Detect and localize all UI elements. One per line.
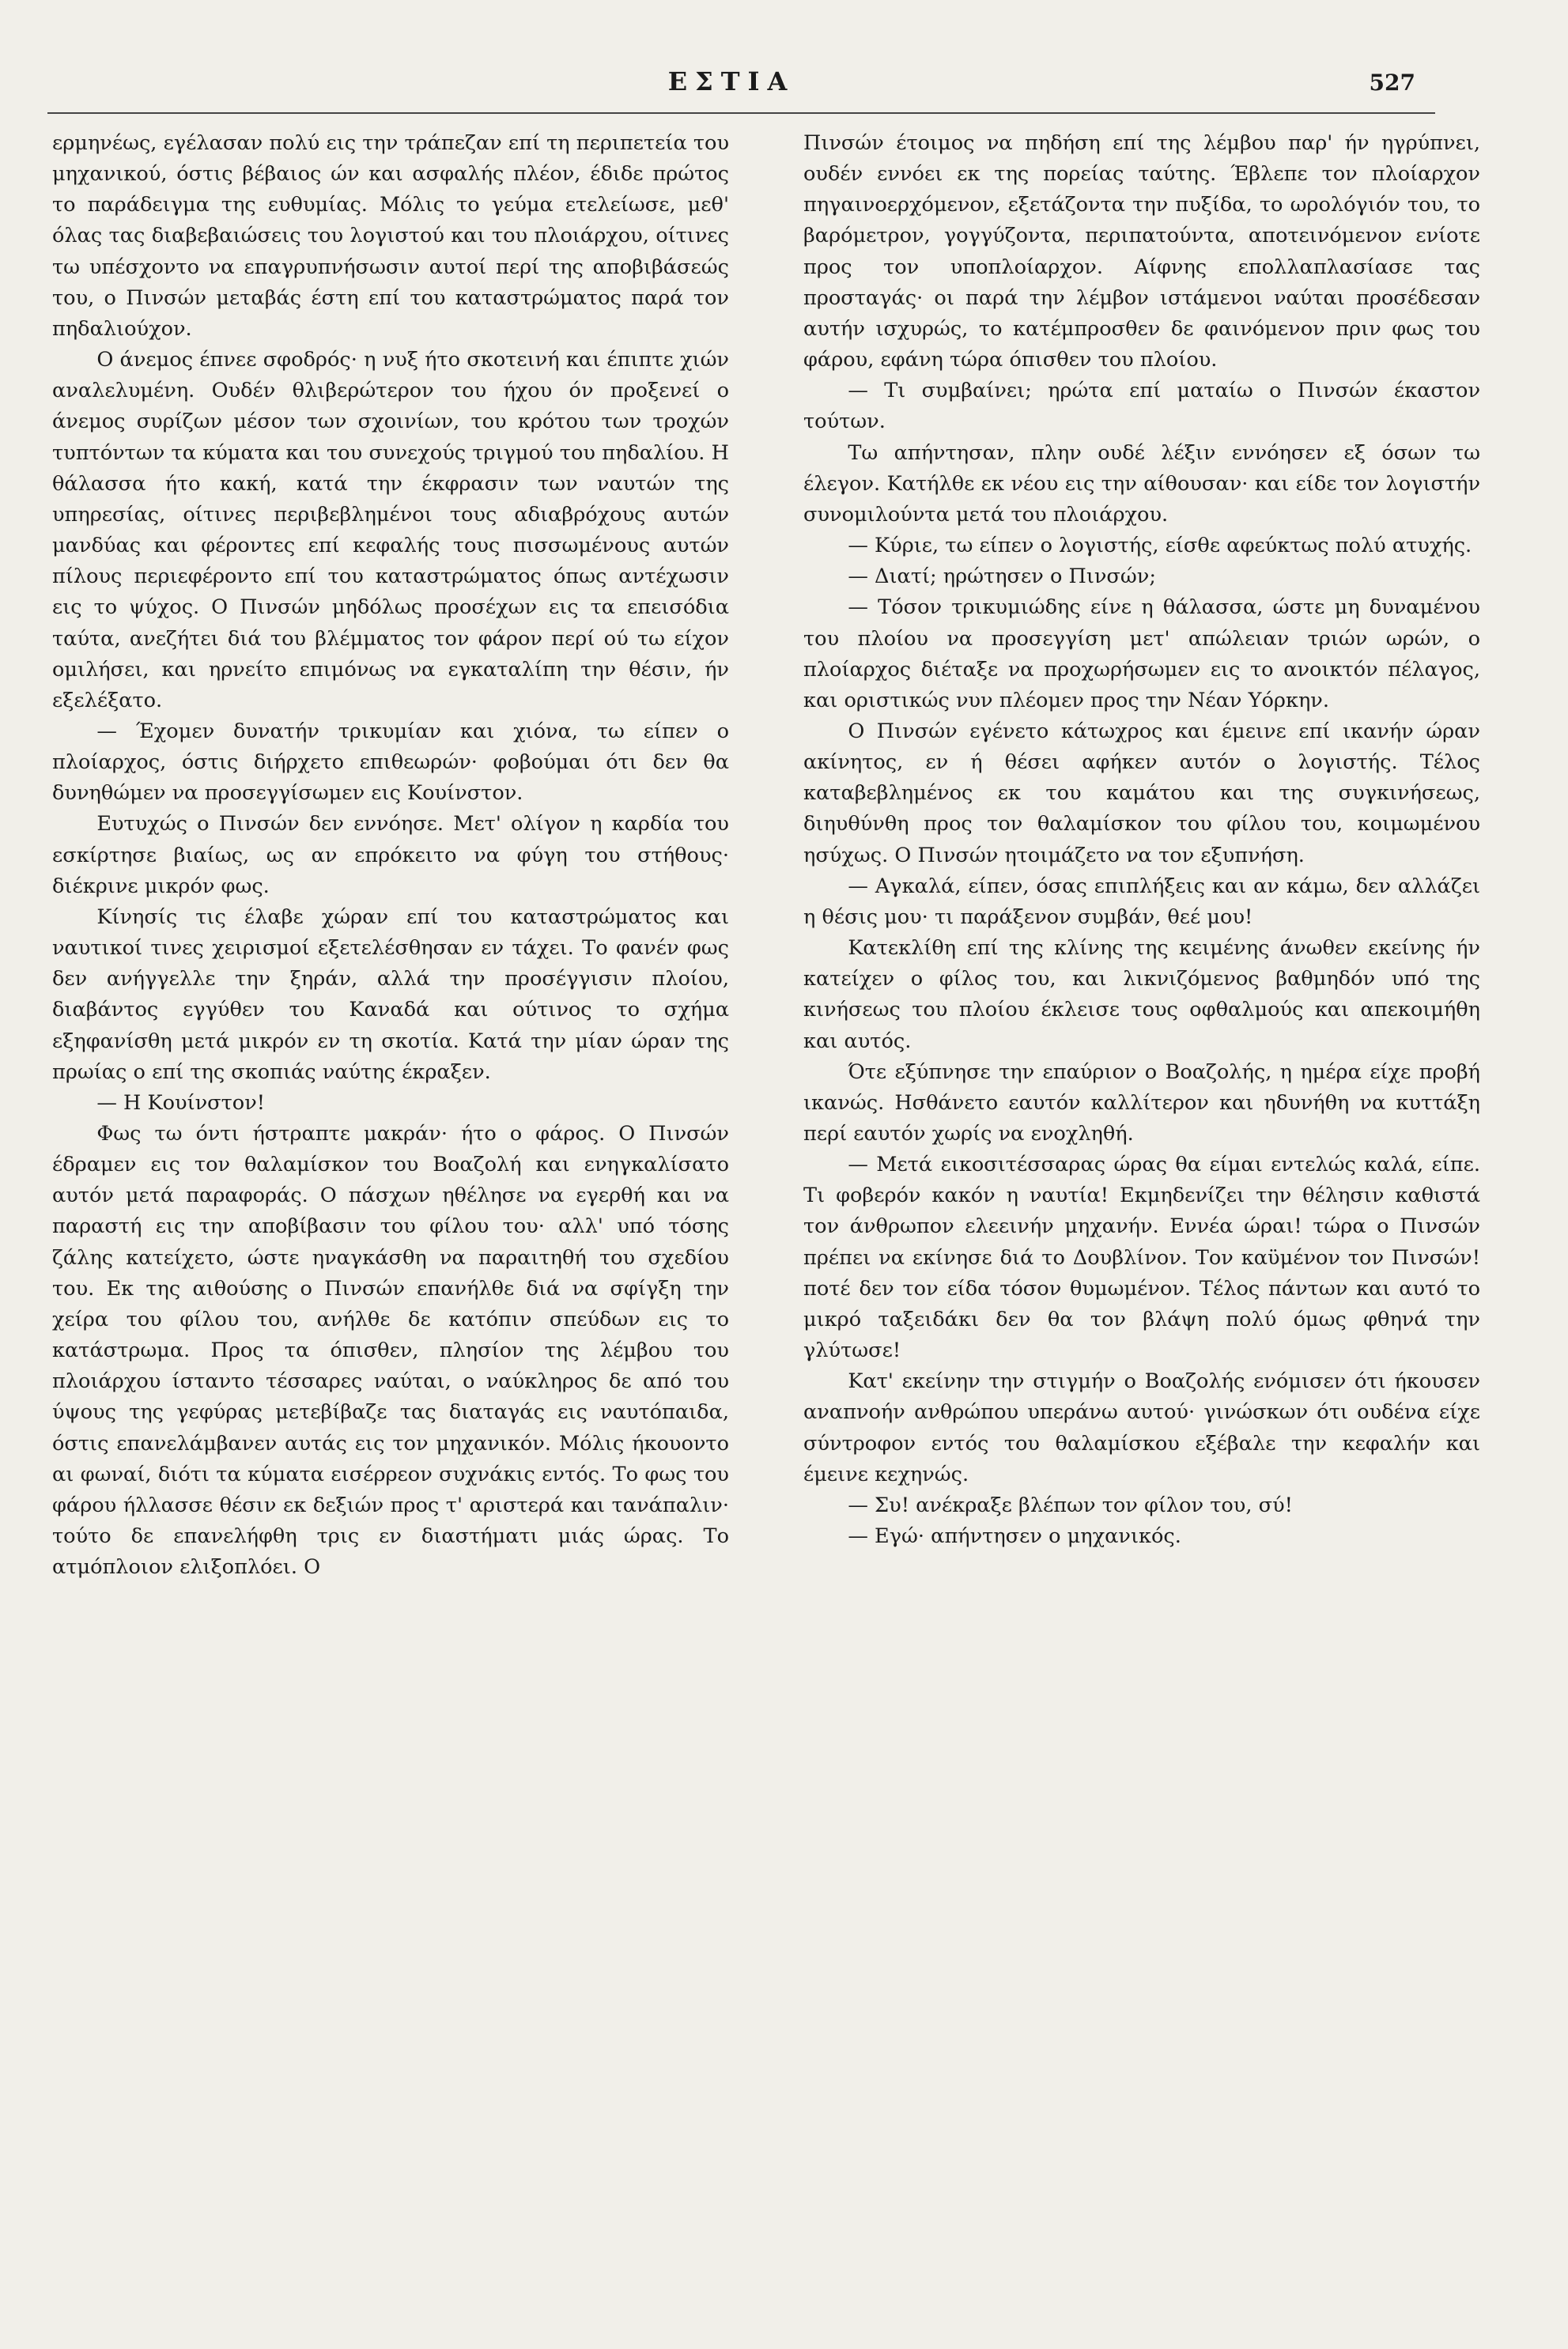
page-number: 527 [1369,70,1415,96]
paragraph: Κατεκλίθη επί της κλίνης της κειμένης άνωθεν εκείνης ήν κατείχεν ο φίλος του, και λικνιζόμενος βαθμηδόν υπό της κινήσεως του πλοίου έκλεισε τους οφθαλμούς και απεκοιμήθη και αυτός. [803,936,1480,1053]
paragraph: — Διατί; ηρώτησεν ο Πινσών; [848,565,1156,589]
paragraph: — Εγώ· απήντησεν ο μηχανικός. [848,1524,1181,1549]
paragraph: — Μετά εικοσιτέσσαρας ώρας θα είμαι εντελώς καλά, είπε. Τι φοβερόν κακόν η ναυτία! Εκμηδενίζει την θέλησιν καθιστά τον άνθρωπον ελεεινήν μηχανήν. Εννέα ώραι! τώρα ο Πινσών πρέπει να εκίνησε διά το Δουβλίνον. Τον καϋμένον τον Πινσών! ποτέ δεν τον είδα τόσον θυμωμένον. Τέλος πάντων και αυτό το μικρό ταξειδάκι δεν θα τον βλάψη πολύ όμως φθηνά την γλύτωσε! [803,1153,1480,1363]
paragraph: Ότε εξύπνησε την επαύριον ο Βοαζολής, η ημέρα είχε προβή ικανώς. Ησθάνετο εαυτόν καλλίτερον και ηδυνήθη να κυττάξη περί εαυτόν χωρίς να ενοχληθή. [803,1059,1480,1146]
paragraph: — Κύριε, τω είπεν ο λογιστής, είσθε αφεύκτως πολύ ατυχής. [848,534,1472,558]
paragraph: — Αγκαλά, είπεν, όσας επιπλήξεις και αν κάμω, δεν αλλάζει η θέσις μου· τι παράξενον συμβάν, θεέ μου! [803,874,1480,929]
paragraph: — Συ! ανέκραξε βλέπων τον φίλον του, σύ! [848,1493,1293,1517]
right-column [803,128,1480,2318]
paragraph: — Τόσον τρικυμιώδης είνε η θάλασσα, ώστε μη δυναμένου του πλοίου να προσεγγίση μετ' απώλειαν τριών ωρών, ο πλοίαρχος διέταξε να προχωρήσωμεν εις το ανοικτόν πέλαγος, και οριστικώς νυν πλέομεν προς την Νέαν Υόρκην. [803,595,1480,712]
header-rule [47,112,1435,114]
paragraph: — Τι συμβαίνει; ηρώτα επί ματαίω ο Πινσών έκαστον τούτων. [803,379,1480,434]
paragraph: Ο άνεμος έπνεε σφοδρός· η νυξ ήτο σκοτεινή και έπιπτε χιών αναλελυμένη. Ουδέν θλιβερώτερον του ήχου όν προξενεί ο άνεμος συρίζων μέσον των σχοινίων, του κρότου των τροχών τυπτόντων τα κύματα και του συνεχούς τριγμού του πηδαλίου. Η θάλασσα ήτο κακή, κατά την έκφρασιν των ναυτών της υπηρεσίας, οίτινες περιβεβλημένοι τους αδιαβρόχους αυτών μανδύας και φέροντες επί κεφαλής τους πισσωμένους αυτών πίλους περιεφέροντο επί του καταστρώματος όπως αντέχωσιν εις το ψύχος. Ο Πινσών μηδόλως προσέχων εις τα επεισόδια ταύτα, ανεζήτει διά του βλέμματος τον φάρον περί ού τω είχον ομιλήσει, και ηρνείτο επιμόνως να εγκαταλίπη την θέσιν, ήν εξελέξατο. [52,348,729,712]
paragraph: Κίνησίς τις έλαβε χώραν επί του καταστρώματος και ναυτικοί τινες χειρισμοί εξετελέσθησαν εν τάχει. Το φανέν φως δεν ανήγγελλε την ξηράν, αλλά την προσέγγισιν πλοίου, διαβάντος εγγύθεν του Καναδά και ούτινος το σχήμα εξηφανίσθη μετά μικρόν εν τη σκοτία. Κατά την μίαν ώραν της πρωίας ο επί της σκοπιάς ναύτης έκραξεν. [52,904,729,1084]
paragraph: Πινσών έτοιμος να πηδήση επί της λέμβου παρ' ήν ηγρύπνει, ουδέν εννόει εκ της πορείας ταύτης. Έβλεπε τον πλοίαρχον πηγαινοερχόμενον, εξετάζοντα την πυξίδα, το ωρολόγιόν του, το βαρόμετρον, γογγύζοντα, περιπατούντα, αποτεινόμενον ενίοτε προς τον υποπλοίαρχον. Αίφνης επολλαπλασίασε τας προσταγάς· οι παρά την λέμβον ιστάμενοι ναύται προσέδεσαν αυτήν ισχυρώς, το κατέμπροσθεν δε φαινόμενον πριν φως του φάρου, εφάνη τώρα όπισθεν του πλοίου. [803,131,1480,372]
left-column [52,128,729,2318]
paragraph: Ευτυχώς ο Πινσών δεν εννόησε. Μετ' ολίγον η καρδία του εσκίρτησε βιαίως, ως αν επρόκειτο να φύγη του στήθους· διέκρινε μικρόν φως. [52,812,729,898]
paragraph: Κατ' εκείνην την στιγμήν ο Βοαζολής ενόμισεν ότι ήκουσεν αναπνοήν ανθρώπου υπεράνω αυτού· γινώσκων ότι ουδένα είχε σύντροφον εντός του θαλαμίσκου εξέβαλε την κεφαλήν και έμεινε κεχηνώς. [803,1369,1480,1486]
paragraph: — Η Κουίνστον! [96,1090,266,1115]
page-header [47,62,1415,109]
paragraph: — Έχομεν δυνατήν τρικυμίαν και χιόνα, τω είπεν ο πλοίαρχος, όστις διήρχετο επιθεωρών· φοβούμαι ότι δεν θα δυνηθώμεν να προσεγγίσωμεν εις Κουίνστον. [52,719,729,806]
paragraph: Ο Πινσών εγένετο κάτωχρος και έμεινε επί ικανήν ώραν ακίνητος, εν ή θέσει αφήκεν αυτόν ο λογιστής. Τέλος καταβεβλημένος εκ του καμάτου και της συγκινήσεως, διηυθύνθη προς τον θαλαμίσκον του φίλου του, κοιμωμένου ησύχως. Ο Πινσών ητοιμάζετο να τον εξυπνήση. [803,719,1480,867]
paragraph: Φως τω όντι ήστραπτε μακράν· ήτο ο φάρος. Ο Πινσών έδραμεν εις τον θαλαμίσκον του Βοαζολή και ενηγκαλίσατο αυτόν μετά παραφοράς. Ο πάσχων ηθέλησε να εγερθή και να παραστή εις την αποβίβασιν του φίλου του· αλλ' υπό τόσης ζάλης κατείχετο, ώστε ηναγκάσθη να παραιτηθή του σχεδίου του. Εκ της αιθούσης ο Πινσών επανήλθε διά να σφίγξη την χείρα του φίλου του, ανήλθε δε κατόπιν σπεύδων εις το κατάστρωμα. Προς τα όπισθεν, πλησίον της λέμβου του πλοιάρχου ίσταντο τέσσαρες ναύται, ο ναύκληρος δε από του ύψους της γεφύρας μετεβίβαζε τας διαταγάς εις ναυτόπαιδα, όστις επανελάμβανεν αυτάς εις τον μηχανικόν. Μόλις ήκουοντο αι φωναί, διότι τα κύματα εισέρρεον συχνάκις εντός. Το φως του φάρου ήλλασσε θέσιν εκ δεξιών προς τ' αριστερά και τανάπαλιν· τούτο δε επανελήφθη τρις εν διαστήματι μιάς ώρας. Το ατμόπλοιον ελιξοπλόει. Ο [52,1122,729,1580]
paragraph: Τω απήντησαν, πλην ουδέ λέξιν εννόησεν εξ όσων τω έλεγον. Κατήλθε εκ νέου εις την αίθουσαν· και είδε τον λογιστήν συνομιλούντα μετά του πλοιάρχου. [803,440,1480,527]
journal-title: ΕΣΤΙΑ [667,66,795,96]
paragraph: ερμηνέως, εγέλασαν πολύ εις την τράπεζαν επί τη περιπετεία του μηχανικού, όστις βέβαιος ών και ασφαλής πλέον, έδιδε πρώτος το παράδειγμα της ευθυμίας. Μόλις το γεύμα ετελείωσε, μεθ' όλας τας διαβεβαιώσεις του λογιστού και του πλοιάρχου, οίτινες τω υπέσχοντο να επαγρυπνήσωσιν αυτοί περί της αποβιβάσεώς του, ο Πινσών μεταβάς έστη επί του καταστρώματος παρά τον πηδαλιούχον. [52,131,729,341]
